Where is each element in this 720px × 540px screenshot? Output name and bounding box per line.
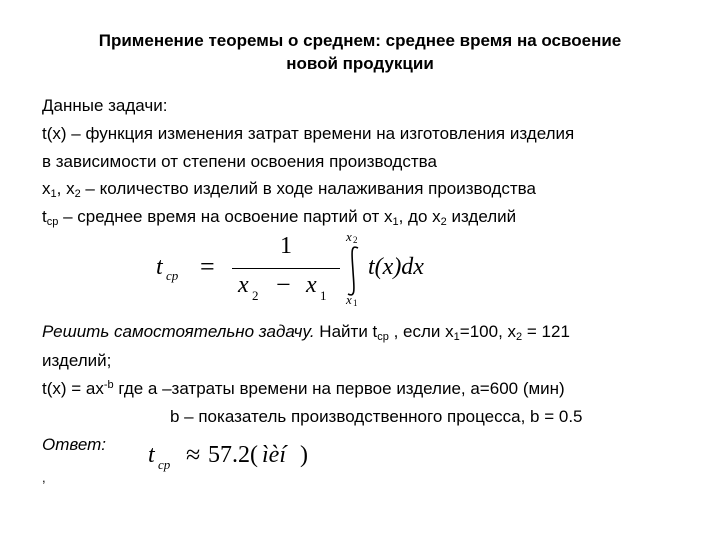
given-t-definition-cont: в зависимости от степени освоения производства — [42, 152, 437, 171]
task-t-function: $t(x) = ax^{-b}$ где a –затраты времени на первое изделие, a=600 (мин) — [42, 379, 565, 398]
given-tcp-definition: $t_{ср}$ – среднее время на освоение партий от $x_1$, до $x_2$ изделий — [42, 207, 517, 228]
page-title-line2: новой продукции — [286, 54, 434, 73]
integral-sign — [340, 244, 366, 298]
fraction-bar — [232, 268, 340, 269]
task-b-definition: b – показатель производственного процесса, b = 0.5 — [170, 407, 583, 426]
page-title: Применение теоремы о среднем: среднее время на освоение — [98, 31, 622, 50]
answer-label: Ответ: — [42, 435, 107, 454]
given-t-definition: t(x) – функция изменения затрат времени на изготовления изделия — [42, 124, 575, 143]
task-line-1: Решить самостоятельно задачу. Найти $t_{ср}$ , если $x_1=100$, $x_2 = 121$ — [42, 322, 570, 343]
task-italic-lead: Решить самостоятельно задачу. — [42, 322, 315, 341]
task-line-2: изделий; — [42, 351, 112, 370]
trailing-comma: , — [42, 470, 46, 485]
given-x-definition: $x_1$, $x_2$ – количество изделий в ходе налаживания производства — [42, 179, 536, 200]
given-heading: Данные задачи: — [42, 96, 168, 115]
